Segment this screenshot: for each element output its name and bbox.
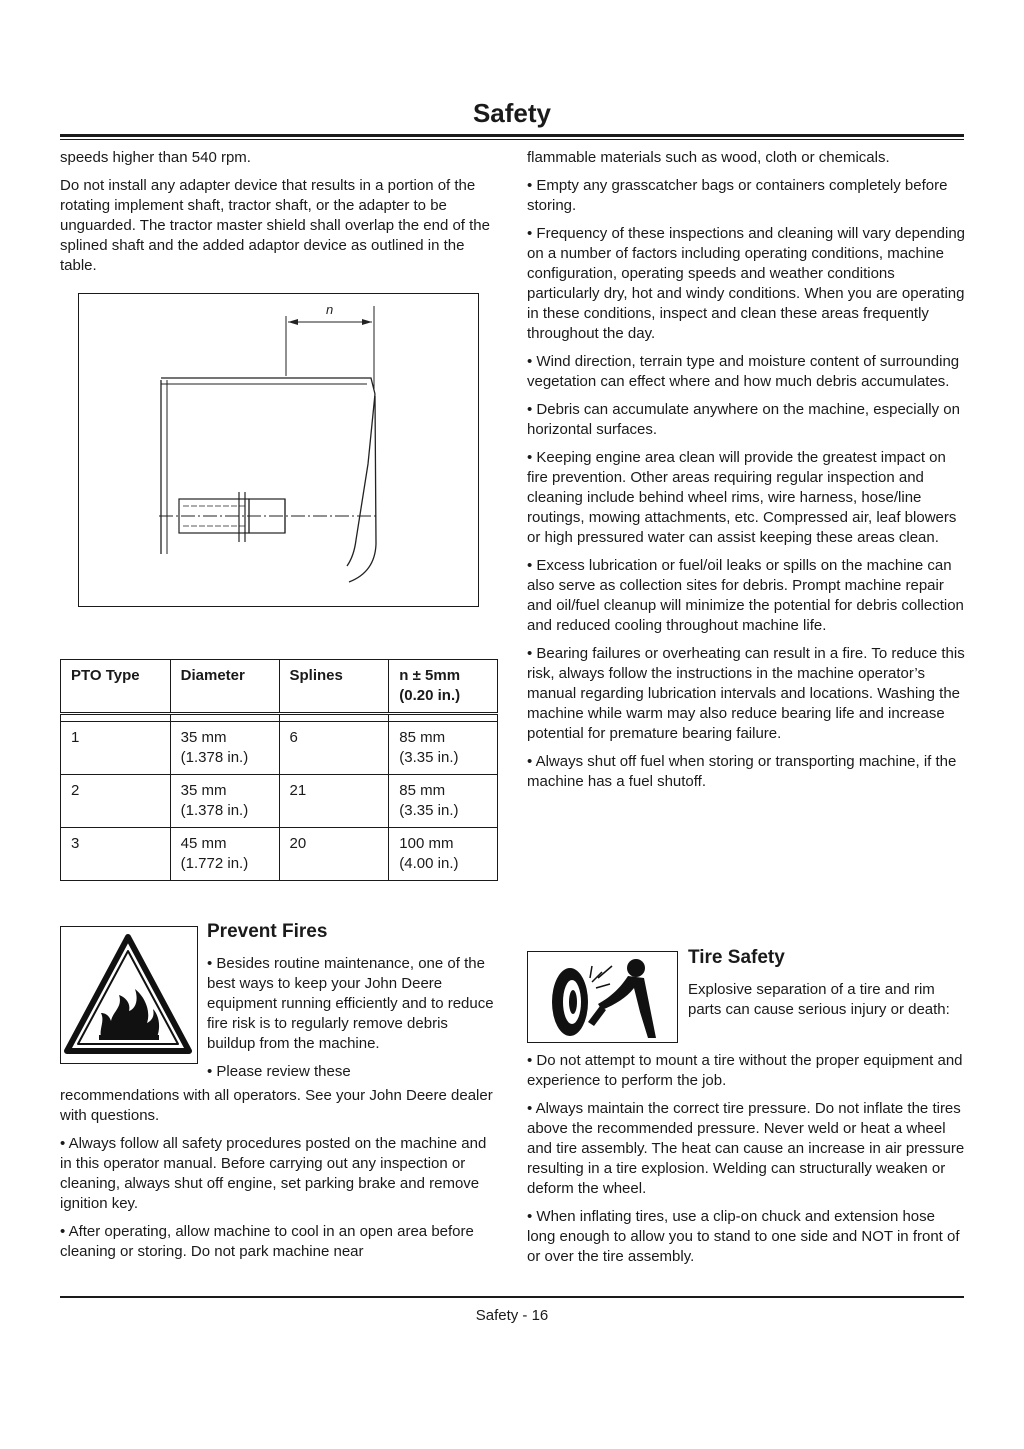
fire-warning-graphic (61, 927, 196, 1062)
table-header-cell: Splines (279, 660, 389, 714)
paragraph: flammable materials such as wood, cloth or chemicals. (527, 149, 890, 166)
table-cell (170, 722, 279, 775)
bullet-paragraph: • Bearing failures or overheating can result in a fire. To reduce this risk, always follow the instructions in the machine operator’s manual regarding lubrication intervals and locations. Washing the machine while warm may also reduce bearing life and increase potential for premature bearing failure. (527, 645, 965, 742)
bullet-paragraph: • Keeping engine area clean will provide the greatest impact on fire prevention. Other areas requiring regular inspection and cleaning include behind wheel rims, wire harness, hose/line routings, mowing attachments, etc. Compressed air, leaf blowers or high pressured water can assist keeping these areas clean. (527, 449, 957, 546)
table-header-cell (389, 660, 498, 714)
prevent-fires-bullet: • After operating, allow machine to cool in an open area before cleaning or storing. Do not park machine near (60, 1223, 474, 1260)
pto-table (60, 659, 498, 881)
tire-safety-bullets (527, 1051, 967, 1275)
cell-line: 85 mm (399, 729, 446, 746)
table-cell: 2 (61, 775, 171, 828)
tire-safety-section (688, 948, 966, 1020)
dimension-arrow (288, 319, 298, 325)
table-row (61, 722, 498, 775)
tire-safety-bullet: • When inflating tires, use a clip-on chuck and extension hose long enough to allow you to stand to one side and NOT in front of or over the tire assembly. (527, 1208, 960, 1265)
tire-hub (569, 990, 577, 1014)
table-cell: 3 (61, 828, 171, 881)
tire-safety-bullet: • Always maintain the correct tire pressure. Do not inflate the tires above the recommended pressure. Never weld or heat a wheel and tire assembly. The heat can cause an increase in air pressure resulting in a tire explosion. Welding can structurally weaken or deform the wheel. (527, 1100, 965, 1197)
flame-shape (101, 989, 160, 1037)
cell-line: (3.35 in.) (399, 749, 459, 766)
person-head (627, 959, 645, 977)
dimension-label: n (326, 302, 334, 317)
cell-line: 45 mm (180, 835, 227, 852)
table-cell: 1 (61, 722, 171, 775)
table-header-line: n ± 5mm (399, 667, 461, 684)
table-cell: 21 (279, 775, 389, 828)
prevent-fires-bullet-continued: recommendations with all operators. See your John Deere dealer with questions. (60, 1087, 493, 1124)
tire-explosion-graphic (528, 952, 676, 1041)
table-cell (170, 828, 279, 881)
cell-line: 35 mm (180, 729, 227, 746)
person-arm (588, 1006, 606, 1026)
prevent-fires-section (207, 922, 499, 1082)
shield-top-edge (161, 378, 375, 394)
header-rule (60, 134, 964, 137)
table-cell (170, 775, 279, 828)
bullet-paragraph: • Empty any grasscatcher bags or containers completely before storing. (527, 177, 948, 214)
table-spacer-row (61, 714, 498, 722)
prevent-fires-bullet: • Always follow all safety procedures posted on the machine and in this operator manual. Before carrying out any inspection or cleaning, always shut off engine, set parking brake and remove ignition key. (60, 1135, 487, 1212)
cell-line: 35 mm (180, 782, 227, 799)
prevent-fires-heading: Prevent Fires (207, 921, 328, 942)
table-header-cell: PTO Type (61, 660, 171, 714)
tire-safety-intro: Explosive separation of a tire and rim parts can cause serious injury or death: (688, 981, 950, 1018)
table-header-row (61, 660, 498, 714)
table-cell: 20 (279, 828, 389, 881)
header-rule-thin (60, 139, 964, 140)
cell-line: (4.00 in.) (399, 855, 459, 872)
cell-line: (1.378 in.) (180, 749, 249, 766)
cell-line: 100 mm (399, 835, 454, 852)
table-row (61, 828, 498, 881)
burst-line (596, 984, 610, 988)
cell-line: (3.35 in.) (399, 802, 459, 819)
bullet-paragraph: • Wind direction, terrain type and moisture content of surrounding vegetation can effect where and how much debris accumulates. (527, 353, 960, 390)
bullet-paragraph: • Debris can accumulate anywhere on the machine, especially on horizontal surfaces. (527, 401, 960, 438)
page-number: Safety - 16 (475, 1307, 549, 1324)
burst-line (598, 966, 612, 978)
tire-safety-bullet: • Do not attempt to mount a tire without the proper equipment and experience to perform the job. (527, 1052, 963, 1089)
right-column-text (527, 148, 967, 800)
pto-shield-figure (78, 293, 479, 607)
tire-explosion-icon (527, 951, 678, 1043)
bullet-paragraph: • Frequency of these inspections and cleaning will vary depending on a number of factors including operating conditions, machine configuration, operating speeds and weather conditions particularly dry, hot and windy conditions. When you are operating in these conditions, inspect and clean these areas frequently throughout the day. (527, 225, 966, 342)
cell-line: 85 mm (399, 782, 446, 799)
shield-front-curve (347, 394, 375, 566)
intro-paragraph: Do not install any adapter device that results in a portion of the rotating implement shaft, tractor shaft, or the adapter to be unguarded. The tractor master shield shall overlap the end of the splined shaft and the added adaptor device as outlined in the table. (60, 177, 490, 274)
prevent-fires-bullet: • Besides routine maintenance, one of the best ways to keep your John Deere equipment running efficiently and to reduce fire risk is to regularly remove debris buildup from the machine. (207, 955, 494, 1052)
table-header-cell: Diameter (170, 660, 279, 714)
table-cell (389, 775, 498, 828)
table-row (61, 775, 498, 828)
burst-line (590, 966, 592, 978)
table-cell (389, 828, 498, 881)
cell-line: (1.378 in.) (180, 802, 249, 819)
prevent-fires-bullet: • Please review these (207, 1063, 351, 1080)
table-header-line: (0.20 in.) (399, 687, 461, 704)
table-cell: 6 (279, 722, 389, 775)
bullet-paragraph: • Excess lubrication or fuel/oil leaks or spills on the machine can also serve as collection sites for debris. Prompt machine repair and oil/fuel cleanup will minimize the potential for debris collection and reduced cooling throughout machine life. (527, 557, 964, 634)
intro-paragraph: speeds higher than 540 rpm. (60, 149, 251, 166)
flame-base (99, 1035, 159, 1040)
table-cell (389, 722, 498, 775)
burst-line (592, 972, 602, 982)
fire-warning-icon (60, 926, 198, 1064)
cell-line: (1.772 in.) (180, 855, 249, 872)
pto-shield-diagram (79, 294, 477, 605)
bullet-paragraph: • Always shut off fuel when storing or transporting machine, if the machine has a fuel shutoff. (527, 753, 957, 790)
page-title: Safety (472, 98, 552, 128)
dimension-arrow (362, 319, 372, 325)
left-intro (60, 148, 497, 284)
prevent-fires-continued (60, 1086, 497, 1270)
tire-safety-heading: Tire Safety (688, 947, 785, 968)
footer-rule (60, 1296, 964, 1298)
